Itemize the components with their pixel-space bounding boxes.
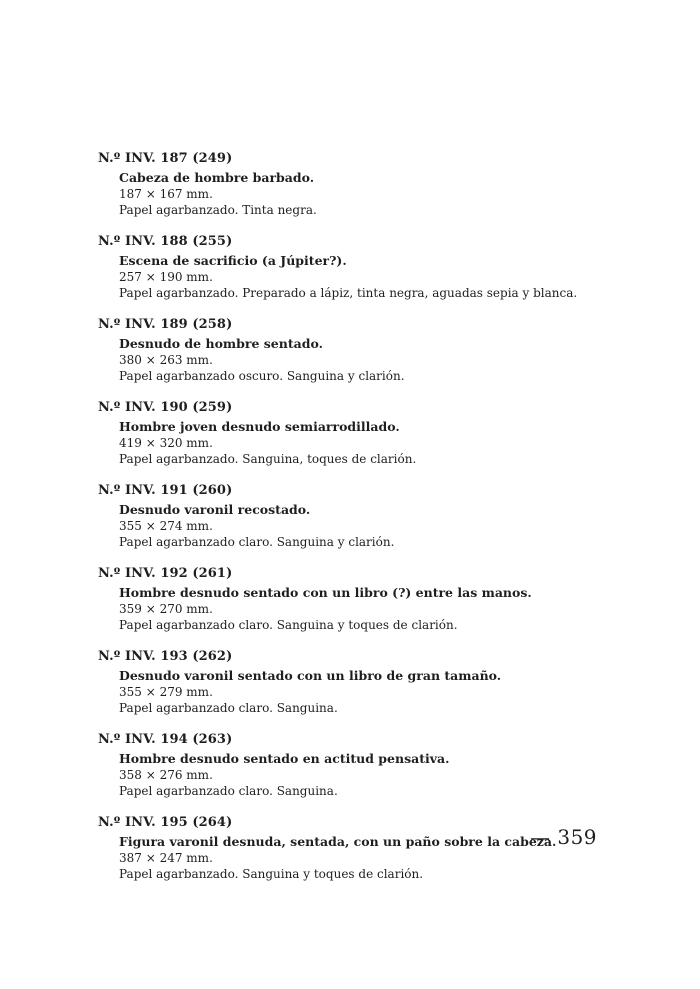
catalog-entry-190 bbox=[98, 400, 658, 467]
artwork-description: Papel agarbanzado. Sanguina, toques de clarión. bbox=[119, 452, 417, 466]
entry-body bbox=[98, 335, 658, 384]
artwork-title: Escena de sacrificio (a Júpiter?). bbox=[119, 253, 347, 268]
page-number: — 359 bbox=[530, 825, 598, 849]
artwork-description: Papel agarbanzado oscuro. Sanguina y clarión. bbox=[119, 369, 405, 383]
artwork-description: Papel agarbanzado. Tinta negra. bbox=[119, 203, 317, 217]
entry-body bbox=[98, 584, 658, 633]
artwork-title: Hombre desnudo sentado con un libro (?) entre las manos. bbox=[119, 585, 532, 600]
artwork-description: Papel agarbanzado. Sanguina y toques de clarión. bbox=[119, 867, 424, 881]
artwork-description: Papel agarbanzado claro. Sanguina y toques de clarión. bbox=[119, 618, 458, 632]
artwork-title: Desnudo varonil sentado con un libro de gran tamaño. bbox=[119, 668, 502, 683]
inventory-number: N.º INV. 191 (260) bbox=[98, 483, 233, 498]
artwork-description: Papel agarbanzado. Preparado a lápiz, tinta negra, aguadas sepia y blanca. bbox=[119, 286, 578, 300]
inventory-number: N.º INV. 194 (263) bbox=[98, 732, 233, 747]
artwork-dimensions: 380 × 263 mm. bbox=[119, 353, 213, 367]
entry-body bbox=[98, 252, 658, 301]
artwork-dimensions: 358 × 276 mm. bbox=[119, 768, 213, 782]
inventory-number: N.º INV. 192 (261) bbox=[98, 566, 233, 581]
entry-body bbox=[98, 169, 658, 218]
catalog-entry-192 bbox=[98, 566, 658, 633]
entry-body bbox=[98, 667, 658, 716]
artwork-description: Papel agarbanzado claro. Sanguina y clarión. bbox=[119, 535, 395, 549]
artwork-description: Papel agarbanzado claro. Sanguina. bbox=[119, 784, 338, 798]
artwork-dimensions: 419 × 320 mm. bbox=[119, 436, 213, 450]
artwork-title: Desnudo de hombre sentado. bbox=[119, 336, 323, 351]
artwork-dimensions: 187 × 167 mm. bbox=[119, 187, 213, 201]
inventory-number: N.º INV. 188 (255) bbox=[98, 234, 233, 249]
catalog-entries bbox=[98, 151, 658, 898]
artwork-dimensions: 355 × 279 mm. bbox=[119, 685, 213, 699]
catalog-entry-193 bbox=[98, 649, 658, 716]
catalog-entry-187 bbox=[98, 151, 658, 218]
inventory-number: N.º INV. 187 (249) bbox=[98, 151, 233, 166]
artwork-title: Hombre joven desnudo semiarrodillado. bbox=[119, 419, 400, 434]
artwork-dimensions: 387 × 247 mm. bbox=[119, 851, 213, 865]
artwork-title: Cabeza de hombre barbado. bbox=[119, 170, 315, 185]
catalog-entry-194 bbox=[98, 732, 658, 799]
artwork-dimensions: 257 × 190 mm. bbox=[119, 270, 213, 284]
artwork-title: Hombre desnudo sentado en actitud pensativa. bbox=[119, 751, 450, 766]
entry-body bbox=[98, 418, 658, 467]
entry-body bbox=[98, 501, 658, 550]
artwork-title: Desnudo varonil recostado. bbox=[119, 502, 311, 517]
catalog-entry-191 bbox=[98, 483, 658, 550]
artwork-dimensions: 355 × 274 mm. bbox=[119, 519, 213, 533]
inventory-number: N.º INV. 190 (259) bbox=[98, 400, 233, 415]
inventory-number: N.º INV. 193 (262) bbox=[98, 649, 233, 664]
inventory-number: N.º INV. 189 (258) bbox=[98, 317, 233, 332]
artwork-title: Figura varonil desnuda, sentada, con un paño sobre la cabeza. bbox=[119, 834, 557, 849]
catalog-entry-188 bbox=[98, 234, 658, 301]
artwork-dimensions: 359 × 270 mm. bbox=[119, 602, 213, 616]
artwork-description: Papel agarbanzado claro. Sanguina. bbox=[119, 701, 338, 715]
entry-body bbox=[98, 750, 658, 799]
catalog-entry-189 bbox=[98, 317, 658, 384]
inventory-number: N.º INV. 195 (264) bbox=[98, 815, 233, 830]
